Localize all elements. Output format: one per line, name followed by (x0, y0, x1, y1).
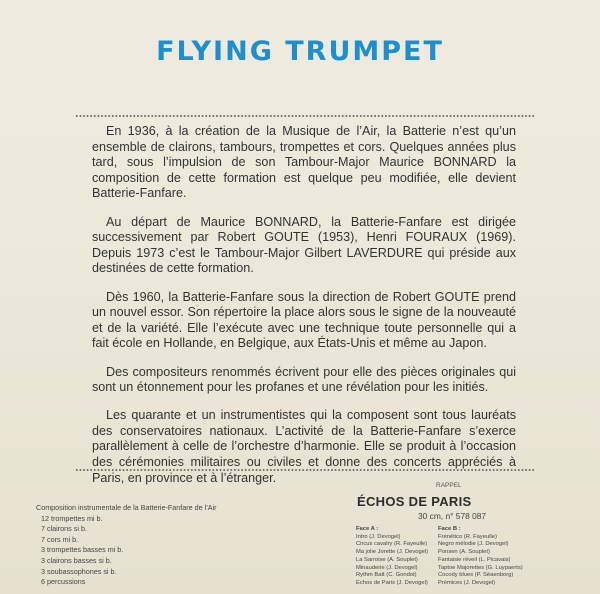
face-a-tracklist (356, 526, 428, 588)
liner-paragraph: Au départ de Maurice BONNARD, la Batterie-Fanfare est dirigée successivement par Robert GOUTE (1953), Henri FOURAUX (1969). Depuis 1973 c’est le Tambour-Major Gilbert LAVERDURE qui préside aux destinées de cette formation. (92, 214, 516, 276)
track-item: Minauderie (J. Devogel) (356, 564, 418, 571)
track-item: Fantaisie réveil (L. Picavais) (438, 556, 511, 563)
liner-paragraph: Des compositeurs renommés écrivent pour elle des pièces originales qui sont un étonnement pour les profanes et une révélation pour les initiés. (92, 364, 516, 395)
track-item: Cocody blues (P. Sèaenborg) (438, 572, 514, 579)
face-b-label: Face B : (438, 526, 461, 532)
track-item: Ponsen (A. Souplet) (438, 549, 490, 556)
track-item: Échos de Paris (J. Devogel) (356, 579, 428, 586)
album-title: FLYING TRUMPET (156, 36, 444, 67)
track-item: Prémices (J. Devogel) (438, 579, 496, 586)
composition-item: 12 trompettes mi b. (41, 513, 103, 523)
liner-paragraph: Les quarante et un instrumentistes qui la composent sont tous lauréats des conservatoires nationaux. L’activité de la Batterie-Fanfare s’exerce parallèlement à celle de l’orchestre d’harmonie. Elle se produit à l’occasion des cérémonies militaires ou civiles et donne des concerts appréciés à Paris, en province et à l’étranger. (92, 408, 516, 485)
composition-item: 7 clairons si b. (41, 524, 87, 534)
rappel-label: RAPPEL (436, 482, 462, 489)
rappel-catalog-ref: 30 cm, n° 578 087 (418, 511, 487, 521)
dotted-divider-bottom (75, 469, 535, 471)
face-a-label: Face A : (356, 526, 379, 532)
rappel-album-title: ÉCHOS DE PARIS (357, 494, 472, 509)
composition-heading: Composition instrumentale de la Batterie-Fanfare de l’Air (36, 503, 217, 512)
track-item: Intro (J. Devogel) (356, 533, 401, 540)
composition-item: 6 percussions (41, 577, 86, 587)
track-item: Rythm Batt (C. Gondot) (356, 572, 417, 579)
composition-item: 7 cors mi b. (41, 534, 79, 544)
liner-notes (92, 124, 516, 499)
track-item: Negro mélodie (J. Devogel) (438, 541, 509, 548)
track-item: Circus cavalry (R. Fayeulle) (356, 541, 428, 548)
track-item: Ma jolie Jorette (J. Devogel) (356, 549, 429, 556)
composition-item: 3 soubassophones si b. (41, 566, 117, 576)
track-item: La Sarroise (A. Souplet) (356, 556, 418, 563)
composition-item: 3 clairons basses si b. (41, 555, 112, 565)
liner-paragraph: En 1936, à la création de la Musique de l’Air, la Batterie n’est qu’un ensemble de clairons, tambours, trompettes et cors. Quelques années plus tard, sous l’impulsion de son Tambour-Major Maurice BONNARD la composition de cette formation est quelque peu modifiée, elle devient Batterie-Fanfare. (92, 124, 516, 201)
liner-paragraph: Dès 1960, la Batterie-Fanfare sous la direction de Robert GOUTE prend un nouvel essor. Son répertoire la place alors sous le signe de la nouveauté et de la variété. Elle l’exécute avec une technique toute personnelle qui a fait école en Hollande, en Belgique, aux États-Unis et même au Japon. (92, 289, 516, 351)
instrument-composition (36, 503, 296, 588)
composition-item: 3 trompettes basses mi b. (41, 545, 124, 555)
face-b-tracklist (438, 526, 523, 588)
track-item: Frénético (R. Fayeulle) (438, 533, 497, 540)
dotted-divider-top (75, 115, 535, 117)
track-item: Taptoe Majorettes (G. Luypaerts) (438, 564, 523, 571)
